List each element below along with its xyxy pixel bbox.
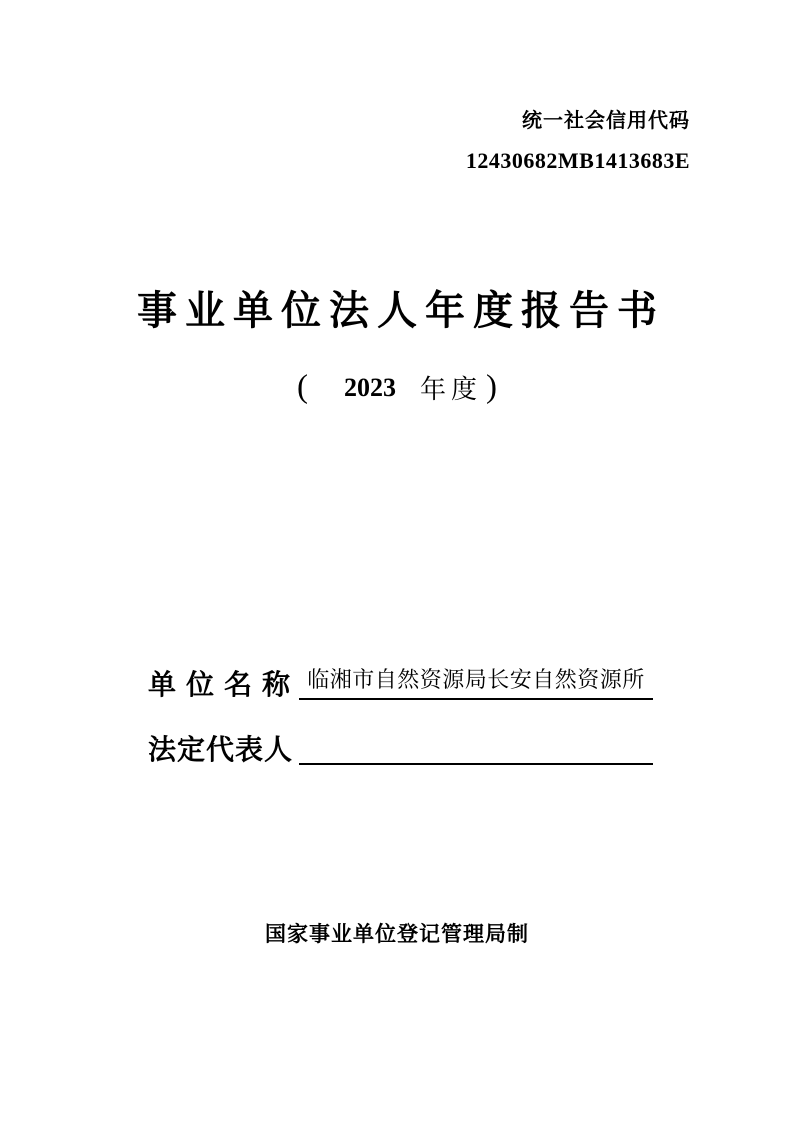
page-title: 事业单位法人年度报告书 (137, 289, 665, 333)
credit-code-label: 统一社会信用代码 (522, 108, 690, 132)
year-value: 2023 (343, 372, 396, 402)
credit-code-block (466, 104, 690, 174)
year-line (0, 369, 794, 406)
year-open-paren: ( (296, 369, 308, 405)
credit-code-value: 12430682MB1413683E (465, 148, 690, 173)
legal-representative-label: 法定代表人 (148, 734, 294, 765)
legal-representative-value (299, 728, 653, 765)
unit-name-value: 临湘市自然资源局长安自然资源所 (299, 663, 653, 700)
unit-name-label: 单位名称 (148, 669, 301, 700)
year-close-paren: ) (486, 369, 497, 405)
issuing-authority-text: 国家事业单位登记管理局制 (265, 921, 529, 946)
year-unit-label: 年度 (419, 375, 482, 405)
